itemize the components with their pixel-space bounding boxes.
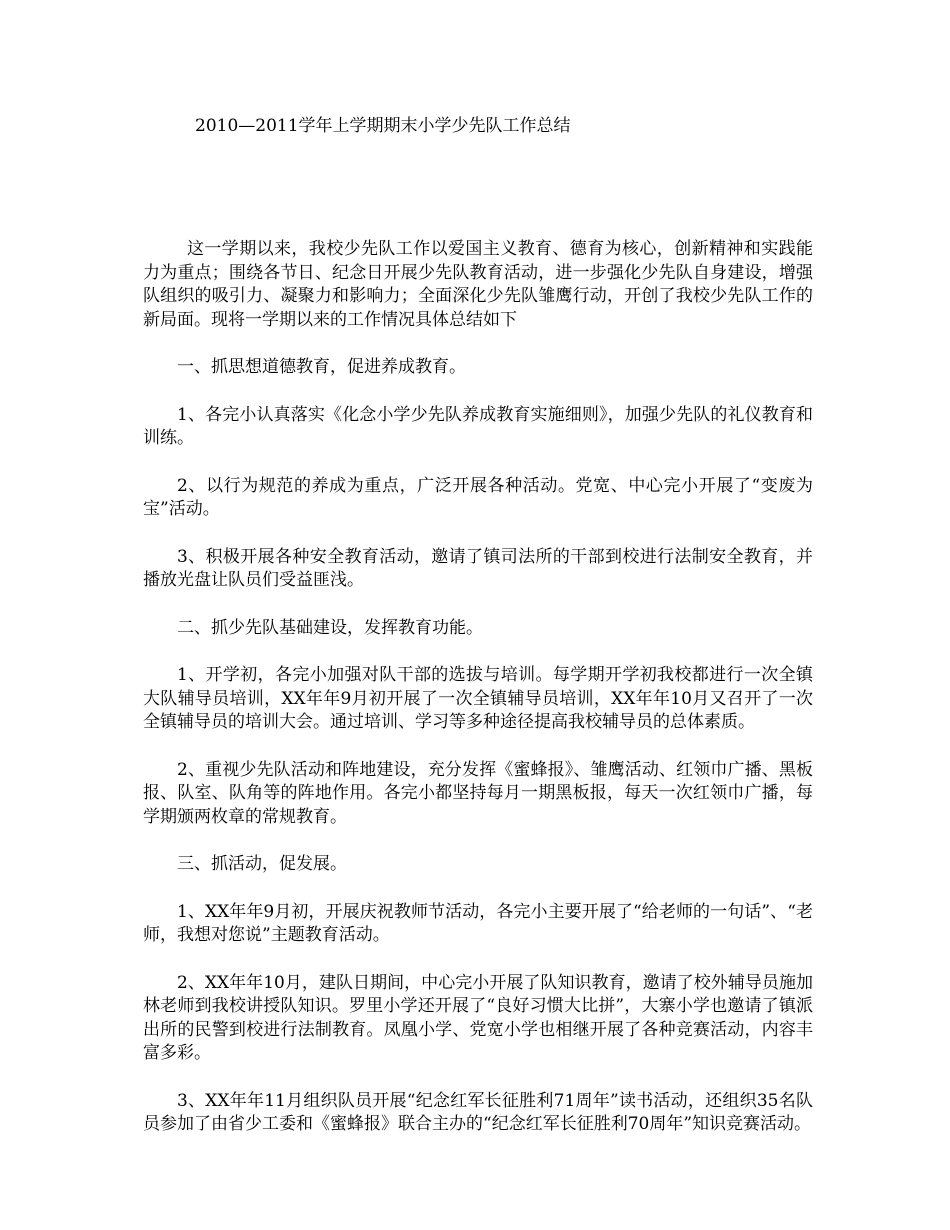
paragraph-3-1: 1、XX年年9月初，开展庆祝教师节活动，各完小主要开展了“给老师的一句话”、“老师，我想对您说”主题教育活动。: [143, 901, 813, 945]
paragraph-1-1: 1、各完小认真落实《化念小学少先队养成教育实施细则》，加强少先队的礼仪教育和训练。: [143, 404, 813, 448]
paragraph-2-1: 1、开学初，各完小加强对队干部的选拔与培训。每学期开学初我校都进行一次全镇大队辅导员培训，XX年年9月初开展了一次全镇辅导员培训，XX年年10月又召开了一次全镇辅导员的培训大会。通过培训、学习等多种途径提高我校辅导员的总体素质。: [143, 665, 813, 732]
paragraph-1-2: 2、以行为规范的养成为重点，广泛开展各种活动。党宽、中心完小开展了“变废为宝”活动。: [143, 475, 813, 519]
intro-paragraph: 这一学期以来，我校少先队工作以爱国主义教育、德育为核心，创新精神和实践能力为重点；围绕各节日、纪念日开展少先队教育活动，进一步强化少先队自身建设，增强队组织的吸引力、凝聚力和影响力；全面深化少先队雏鹰行动，开创了我校少先队工作的新局面。现将一学期以来的工作情况具体总结如下: [143, 239, 813, 330]
paragraph-1-3: 3、积极开展各种安全教育活动，邀请了镇司法所的干部到校进行法制安全教育，并播放光盘让队员们受益匪浅。: [143, 546, 813, 590]
paragraph-3-2: 2、XX年年10月，建队日期间，中心完小开展了队知识教育，邀请了校外辅导员施加林老师到我校讲授队知识。罗里小学还开展了“良好习惯大比拼”，大寨小学也邀请了镇派出所的民警到校进行法制教育。凤凰小学、党宽小学也相继开展了各种竞赛活动，内容丰富多彩。: [143, 972, 813, 1063]
section-heading-2: 二、抓少先队基础建设，发挥教育功能。: [177, 617, 483, 638]
section-heading-1: 一、抓思想道德教育，促进养成教育。: [177, 357, 466, 377]
section-heading-3: 三、抓活动，促发展。: [177, 854, 347, 874]
document-body: [143, 238, 813, 1161]
paragraph-3-3: 3、XX年年11月组织队员开展“纪念红军长征胜利71周年”读书活动，还组织35名队员参加了由省少工委和《蜜蜂报》联合主办的“纪念红军长征胜利70周年”知识竞赛活动。: [143, 1090, 813, 1134]
paragraph-2-2: 2、重视少先队活动和阵地建设，充分发挥《蜜蜂报》、雏鹰活动、红领巾广播、黑板报、队室、队角等的阵地作用。各完小都坚持每月一期黑板报，每天一次红领巾广播，每学期颁两枚章的常规教育。: [143, 759, 813, 827]
document-title: 2010—2011学年上学期期末小学少先队工作总结: [195, 116, 571, 136]
